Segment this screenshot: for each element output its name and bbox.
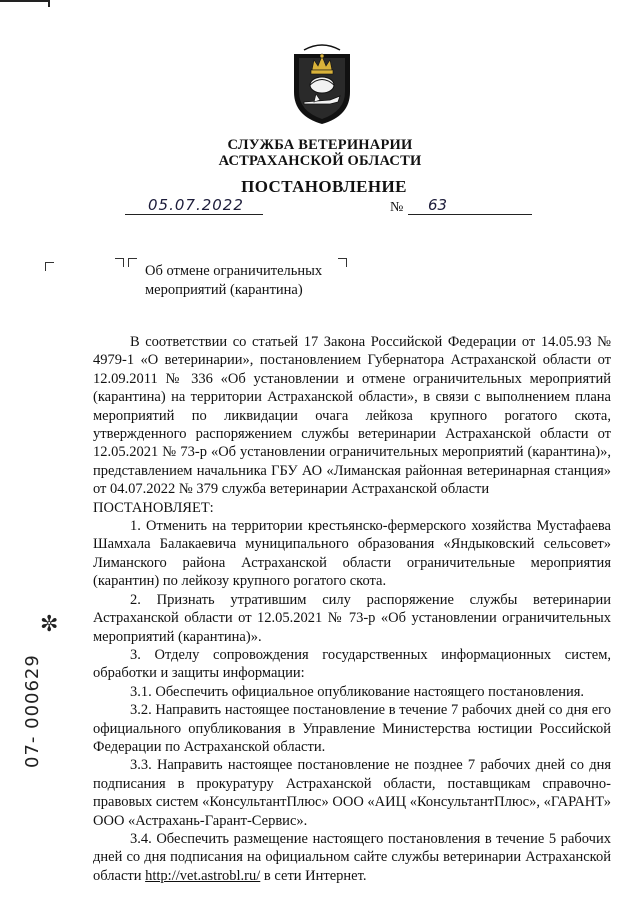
clause-3-1: 3.1. Обеспечить официальное опубликование настоящего постановления. [130,683,585,700]
date-underline [125,214,263,215]
document-type-title: ПОСТАНОВЛЕНИЕ [241,177,407,196]
field-corner-mark [128,258,137,267]
number-sign: № [390,200,404,215]
subject-line-1: Об отмене ограничительных [145,263,323,279]
registration-number: 07- 000629 [22,654,43,768]
clause-3: 3. Отделу сопровождения государственных информационных систем, обработки и защиты информации: [93,646,611,682]
document-subject [145,262,322,299]
scan-edge-mark [0,0,50,7]
document-number: 63 [428,196,448,214]
clause-3-4 [93,830,611,885]
vet-website-link[interactable]: http://vet.astrobl.ru/ [145,867,261,884]
preamble-paragraph: В соответствии со статьей 17 Закона Российской Федерации от 14.05.93 № 4979-1 «О ветеринарии», постановлением Губернатора Астраханской области от 12.09.2011 № 336 «Об установлении и отмене ограничительных мероприятий (карантина) на территории Астраханской области», в связи с выполнением плана мероприятий по ликвидации очага лейкоза крупного рогатого скота, утвержденного распоряжением службы ветеринарии Астраханской области от 12.05.2021 № 73-р «Об установлении ограничительных мероприятий (карантина)», представлением начальника ГБУ АО «Лиманская районная ветеринарная станция» от 04.07.2022 № 379 служба ветеринарии Астраханской области [93,334,611,498]
document-body [93,333,611,885]
organization-name-line-2: АСТРАХАНСКОЙ ОБЛАСТИ [218,153,422,169]
field-corner-mark [45,262,54,271]
astrakhan-coat-of-arms-icon [290,40,354,126]
decree-word: ПОСТАНОВЛЯЕТ: [93,499,214,516]
organization-name-line-1: СЛУЖБА ВЕТЕРИНАРИИ [227,137,413,153]
document-date: 05.07.2022 [148,196,244,214]
clause-2: 2. Признать утратившим силу распоряжение службы ветеринарии Астраханской области от 12.05.2021 № 73-р «Об установлении ограничительных мероприятий (карантина)». [93,591,611,645]
margin-mark: ✼ [40,612,59,637]
clause-3-2: 3.2. Направить настоящее постановление в течение 7 рабочих дней со дня его официального опубликования в Управление Министерства юстиции Российской Федерации по Астраханской области. [93,702,611,755]
field-corner-mark [338,258,347,267]
clause-1: 1. Отменить на территории крестьянско-фермерского хозяйства Мустафаева Шамхала Балакаевича муниципального образования «Яндыковский сельсовет» Лиманского района Астраханской области ограничительные мероприятия (карантин) по лейкозу крупного рогатого скота. [93,518,611,590]
number-underline [408,214,532,215]
clause-3-4-text: 3.4. Обеспечить размещение настоящего постановления в течение 5 рабочих дней со дня подписания на официальном сайте службы ветеринарии Астраханской области [93,830,611,884]
field-corner-mark [115,258,124,267]
subject-line-2: мероприятий (карантина) [145,281,303,298]
clause-3-3: 3.3. Направить настоящее постановление не позднее 7 рабочих дней со дня подписания в прокуратуру Астраханской области, поставщикам справочно-правовых систем «КонсультантПлюс» ООО «АИЦ «КонсультантПлюс», «ГАРАНТ» ООО «Астрахань-Гарант-Сервис». [93,757,611,829]
clause-3-4-tail: в сети Интернет. [260,867,367,884]
